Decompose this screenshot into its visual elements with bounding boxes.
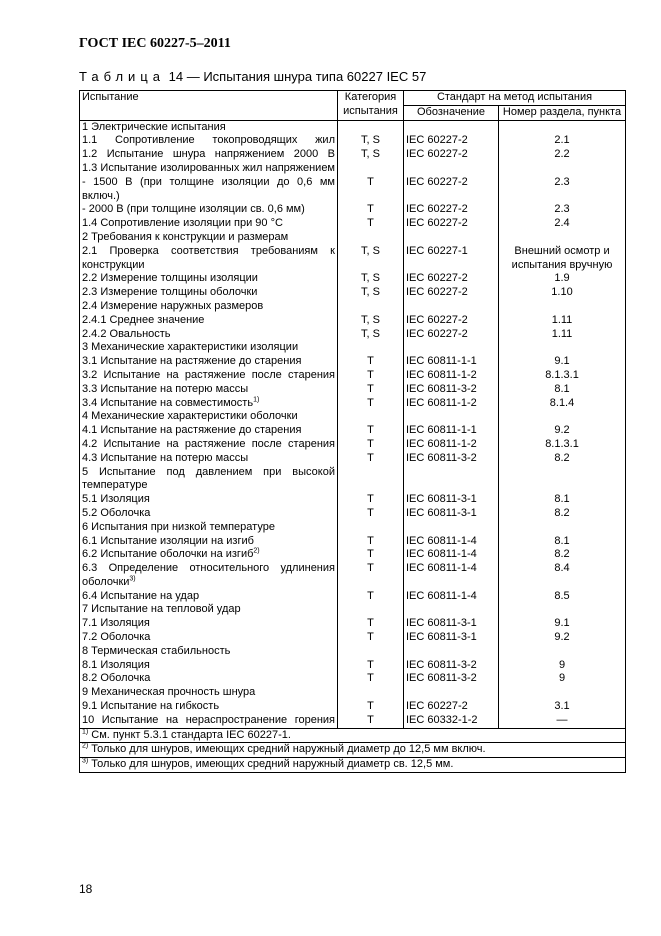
standard-designation: IEC 60811-3-2 (404, 672, 499, 686)
standard-designation: IEC 60811-1-1 (404, 355, 499, 369)
section-number: 1.9 (499, 272, 626, 286)
table-row (80, 341, 626, 355)
standard-designation: IEC 60811-1-4 (404, 562, 499, 590)
test-name: 2 Требования к конструкции и размерам (82, 230, 289, 243)
test-name-cell (80, 617, 338, 631)
footnote (80, 758, 626, 773)
section-number (499, 231, 626, 245)
test-name: 6 Испытания при низкой температуре (82, 520, 275, 533)
test-name-cell (80, 466, 338, 494)
section-number: 8.1 (499, 493, 626, 507)
section-number: 8.1 (499, 535, 626, 549)
tests-table-body (80, 120, 626, 728)
standard-designation: IEC 60811-3-2 (404, 452, 499, 466)
section-number: 1.10 (499, 286, 626, 300)
test-category (338, 466, 404, 494)
standard-designation: IEC 60227-2 (404, 148, 499, 162)
table-row (80, 548, 626, 562)
table-row (80, 535, 626, 549)
test-name: - 2000 В (при толщине изоляции св. 0,6 мм) (82, 203, 305, 216)
test-category: T, S (338, 272, 404, 286)
section-number (499, 120, 626, 134)
test-category: T (338, 383, 404, 397)
test-category: T (338, 369, 404, 383)
section-number (499, 162, 626, 176)
table-row (80, 176, 626, 204)
standard-designation: IEC 60811-3-2 (404, 383, 499, 397)
test-name-cell (80, 176, 338, 204)
standard-designation (404, 686, 499, 700)
table-row (80, 562, 626, 590)
test-category (338, 645, 404, 659)
test-category: T (338, 659, 404, 673)
section-number (499, 521, 626, 535)
section-number: 2.3 (499, 203, 626, 217)
footnote-mark: 1) (82, 728, 89, 735)
test-category: T (338, 535, 404, 549)
test-category: T (338, 590, 404, 604)
test-name: 7.2 Оболочка (82, 631, 151, 644)
table-row (80, 493, 626, 507)
section-number: 9.2 (499, 631, 626, 645)
test-name: 2.2 Измерение толщины изоляции (82, 272, 258, 285)
test-name: 3.1 Испытание на растяжение до старения (82, 355, 302, 368)
table-row (80, 603, 626, 617)
test-category: T (338, 217, 404, 231)
test-name: 4.1 Испытание на растяжение до старения (82, 424, 302, 437)
standard-designation: IEC 60227-2 (404, 286, 499, 300)
standard-designation: IEC 60811-1-4 (404, 548, 499, 562)
test-name-cell (80, 686, 338, 700)
table-row (80, 521, 626, 535)
standard-designation: IEC 60811-1-2 (404, 369, 499, 383)
test-name-cell (80, 217, 338, 231)
section-number: 9 (499, 672, 626, 686)
table-row (80, 590, 626, 604)
standard-designation: IEC 60227-2 (404, 203, 499, 217)
test-name: 8.1 Изоляция (82, 658, 150, 671)
standard-designation (404, 466, 499, 494)
table-row (80, 452, 626, 466)
test-category: T (338, 452, 404, 466)
table-row (80, 148, 626, 162)
footnote (80, 728, 626, 743)
table-row (80, 397, 626, 411)
test-name-cell (80, 148, 338, 162)
standard-designation (404, 231, 499, 245)
section-number: 9.1 (499, 617, 626, 631)
test-name: 2.4 Измерение наружных размеров (82, 299, 264, 312)
standard-designation: IEC 60811-3-1 (404, 493, 499, 507)
test-category: T (338, 631, 404, 645)
standard-designation: IEC 60811-3-1 (404, 617, 499, 631)
test-name: 6.3 Определение относительного удлинения оболочки (82, 562, 335, 588)
page-number: 18 (79, 882, 93, 896)
test-name: 6.4 Испытание на удар (82, 589, 200, 602)
test-name: 2.3 Измерение толщины оболочки (82, 286, 258, 299)
footnote-ref: 2) (253, 547, 260, 555)
test-name: 1.2 Испытание шнура напряжением 2000 В (82, 148, 335, 161)
test-name-cell (80, 231, 338, 245)
test-name-cell (80, 590, 338, 604)
test-name-cell (80, 714, 338, 728)
section-number (499, 466, 626, 494)
table-row (80, 645, 626, 659)
test-name: 7 Испытание на тепловой удар (82, 603, 241, 616)
test-name-cell (80, 410, 338, 424)
test-category: T (338, 438, 404, 452)
table-row (80, 424, 626, 438)
test-name-cell (80, 134, 338, 148)
test-name-cell (80, 314, 338, 328)
standard-designation: IEC 60332-1-2 (404, 714, 499, 728)
test-category: T (338, 424, 404, 438)
section-number (499, 603, 626, 617)
section-number: 8.5 (499, 590, 626, 604)
test-name-cell (80, 328, 338, 342)
section-number: 8.2 (499, 452, 626, 466)
test-category (338, 231, 404, 245)
standard-designation: IEC 60811-1-2 (404, 438, 499, 452)
standard-designation: IEC 60811-1-4 (404, 590, 499, 604)
table-row (80, 507, 626, 521)
test-category: T (338, 672, 404, 686)
test-category: T (338, 493, 404, 507)
section-number: 8.1.3.1 (499, 438, 626, 452)
test-name: 8.2 Оболочка (82, 672, 151, 685)
section-number (499, 300, 626, 314)
table-row (80, 217, 626, 231)
test-name: 3 Механические характеристики изоляции (82, 341, 299, 354)
table-row (80, 700, 626, 714)
test-category (338, 120, 404, 134)
test-name-cell (80, 672, 338, 686)
table-row (80, 231, 626, 245)
test-name-cell (80, 245, 338, 273)
test-category (338, 410, 404, 424)
section-number: — (499, 714, 626, 728)
test-category: T (338, 548, 404, 562)
table-row (80, 314, 626, 328)
table-row (80, 203, 626, 217)
test-category: T, S (338, 245, 404, 273)
tests-table (79, 90, 626, 773)
standard-designation (404, 120, 499, 134)
test-name: 5 Испытание под давлением при высокой температуре (82, 465, 335, 492)
column-header-category-line2: испытания (343, 104, 398, 117)
test-category: T, S (338, 314, 404, 328)
table-row (80, 631, 626, 645)
test-name: 2.1 Проверка соответствия требованиям к конструкции (82, 244, 335, 271)
section-number: 2.4 (499, 217, 626, 231)
standard-designation (404, 341, 499, 355)
test-name-cell (80, 162, 338, 176)
test-name-cell (80, 383, 338, 397)
table-row (80, 383, 626, 397)
table-row (80, 134, 626, 148)
section-number: 1.11 (499, 314, 626, 328)
test-name-cell (80, 203, 338, 217)
test-name-cell (80, 493, 338, 507)
footnote-text: Только для шнуров, имеющих средний наружный диаметр св. 12,5 мм. (91, 758, 454, 771)
test-category: T, S (338, 148, 404, 162)
footnote-mark: 3) (82, 757, 89, 765)
footnote-row (80, 758, 626, 773)
test-name-cell (80, 535, 338, 549)
footnote-ref: 3) (129, 575, 136, 583)
section-number (499, 645, 626, 659)
column-header-section: Номер раздела, пункта (499, 105, 626, 120)
standard-designation (404, 410, 499, 424)
table-row (80, 328, 626, 342)
test-category (338, 521, 404, 535)
standard-designation: IEC 60811-3-1 (404, 631, 499, 645)
test-name: 7.1 Изоляция (82, 617, 150, 630)
column-header-standard-group: Стандарт на метод испытания (404, 91, 626, 106)
test-category (338, 686, 404, 700)
test-name-cell (80, 286, 338, 300)
table-caption (79, 69, 426, 84)
standard-designation: IEC 60811-1-4 (404, 535, 499, 549)
test-category: T (338, 562, 404, 590)
test-category: T (338, 714, 404, 728)
test-name-cell (80, 659, 338, 673)
test-name-cell (80, 120, 338, 134)
test-name-cell (80, 300, 338, 314)
section-number (499, 341, 626, 355)
standard-designation (404, 645, 499, 659)
test-name: 9 Механическая прочность шнура (82, 686, 256, 699)
table-row (80, 369, 626, 383)
footnote-mark: 2) (82, 742, 89, 750)
test-name: 1.3 Испытание изолированных жил напряжением (82, 161, 335, 174)
standard-designation: IEC 60811-1-2 (404, 397, 499, 411)
table-row (80, 672, 626, 686)
column-header-category-line1: Категория (344, 91, 397, 103)
table-row (80, 466, 626, 494)
test-category: T, S (338, 328, 404, 342)
standard-designation: IEC 60227-2 (404, 217, 499, 231)
test-name: - 1500 В (при толщине изоляции до 0,6 мм включ.) (82, 175, 335, 202)
column-header-test: Испытание (80, 91, 338, 121)
test-category (338, 603, 404, 617)
test-category: T (338, 700, 404, 714)
section-number: 8.1 (499, 383, 626, 397)
standard-designation: IEC 60227-2 (404, 700, 499, 714)
test-category (338, 341, 404, 355)
standard-designation: IEC 60811-3-2 (404, 659, 499, 673)
test-name: 5.2 Оболочка (82, 506, 151, 519)
test-category: T (338, 617, 404, 631)
test-name-cell (80, 424, 338, 438)
test-name: 3.2 Испытание на растяжение после старения (82, 368, 335, 381)
footnote-row (80, 728, 626, 743)
test-name: 10 Испытание на нераспространение горения (82, 713, 335, 726)
table-row (80, 410, 626, 424)
test-name: 8 Термическая стабильность (82, 644, 231, 657)
test-name: 3.4 Испытание на совместимость (82, 396, 254, 409)
test-name: 1.4 Сопротивление изоляции при 90 °С (82, 217, 283, 230)
standard-designation (404, 521, 499, 535)
footnote-text: Только для шнуров, имеющих средний наружный диаметр до 12,5 мм включ. (91, 743, 486, 756)
test-name-cell (80, 355, 338, 369)
standard-designation (404, 162, 499, 176)
test-category: T (338, 203, 404, 217)
table-row (80, 120, 626, 134)
footnote-ref: 1) (253, 395, 260, 403)
standard-designation: IEC 60811-3-1 (404, 507, 499, 521)
table-row (80, 355, 626, 369)
test-name: 4.3 Испытание на потерю массы (82, 451, 249, 464)
standard-designation (404, 300, 499, 314)
section-number: 8.4 (499, 562, 626, 590)
test-category (338, 300, 404, 314)
section-number (499, 686, 626, 700)
table-caption-prefix: Таблица (79, 69, 165, 84)
standard-designation: IEC 60227-2 (404, 314, 499, 328)
test-name-cell (80, 700, 338, 714)
test-category (338, 162, 404, 176)
document-header: ГОСТ IEC 60227-5–2011 (79, 36, 231, 51)
table-row (80, 438, 626, 452)
test-name: 9.1 Испытание на гибкость (82, 700, 220, 713)
section-number: 3.1 (499, 700, 626, 714)
table-row (80, 617, 626, 631)
test-name-cell (80, 562, 338, 590)
footnote (80, 743, 626, 758)
test-name-cell (80, 631, 338, 645)
section-number: 9 (499, 659, 626, 673)
column-header-designation: Обозначение (404, 105, 499, 120)
table-row (80, 659, 626, 673)
test-name-cell (80, 341, 338, 355)
test-name: 1 Электрические испытания (82, 120, 226, 133)
test-name-cell (80, 272, 338, 286)
footnote-row (80, 743, 626, 758)
standard-designation: IEC 60227-2 (404, 134, 499, 148)
section-number: 9.1 (499, 355, 626, 369)
test-name-cell (80, 507, 338, 521)
section-number: 8.1.3.1 (499, 369, 626, 383)
section-number: 2.3 (499, 176, 626, 204)
section-number: 1.11 (499, 328, 626, 342)
test-category: T, S (338, 134, 404, 148)
test-name: 6.2 Испытание оболочки на изгиб (82, 548, 254, 561)
standard-designation: IEC 60227-2 (404, 328, 499, 342)
footnote-text: См. пункт 5.3.1 стандарта IEC 60227-1. (91, 728, 291, 741)
test-name-cell (80, 438, 338, 452)
test-name-cell (80, 645, 338, 659)
table-caption-number: 14 (168, 69, 184, 84)
footnotes (80, 728, 626, 772)
test-name: 2.4.2 Овальность (82, 327, 171, 340)
test-name-cell (80, 397, 338, 411)
test-name-cell (80, 369, 338, 383)
table-row (80, 714, 626, 728)
section-number: 2.1 (499, 134, 626, 148)
standard-designation: IEC 60811-1-1 (404, 424, 499, 438)
section-number (499, 410, 626, 424)
section-number: 8.2 (499, 548, 626, 562)
test-category: T (338, 507, 404, 521)
test-name: 5.1 Изоляция (82, 493, 150, 506)
test-name-cell (80, 452, 338, 466)
test-category: T (338, 397, 404, 411)
standard-designation: IEC 60227-1 (404, 245, 499, 273)
test-name-cell (80, 603, 338, 617)
table-row (80, 245, 626, 273)
test-category: T (338, 355, 404, 369)
test-name: 2.4.1 Среднее значение (82, 313, 205, 326)
section-number: 9.2 (499, 424, 626, 438)
test-name: 6.1 Испытание изоляции на изгиб (82, 534, 254, 547)
table-row (80, 300, 626, 314)
test-name: 3.3 Испытание на потерю массы (82, 382, 249, 395)
section-number: Внешний осмотр и испытания вручную (499, 245, 626, 273)
standard-designation: IEC 60227-2 (404, 176, 499, 204)
test-category: T (338, 176, 404, 204)
table-row (80, 162, 626, 176)
column-header-category (338, 91, 404, 121)
table-row (80, 686, 626, 700)
table-row (80, 286, 626, 300)
test-name: 4.2 Испытание на растяжение после старения (82, 437, 335, 450)
standard-designation (404, 603, 499, 617)
test-name-cell (80, 548, 338, 562)
standard-designation: IEC 60227-2 (404, 272, 499, 286)
section-number: 8.2 (499, 507, 626, 521)
test-name: 4 Механические характеристики оболочки (82, 410, 298, 423)
table-caption-title: — Испытания шнура типа 60227 IEC 57 (186, 69, 427, 84)
section-number: 2.2 (499, 148, 626, 162)
table-row (80, 272, 626, 286)
test-name-cell (80, 521, 338, 535)
test-category: T, S (338, 286, 404, 300)
section-number: 8.1.4 (499, 397, 626, 411)
test-name: 1.1 Сопротивление токопроводящих жил (82, 134, 335, 147)
